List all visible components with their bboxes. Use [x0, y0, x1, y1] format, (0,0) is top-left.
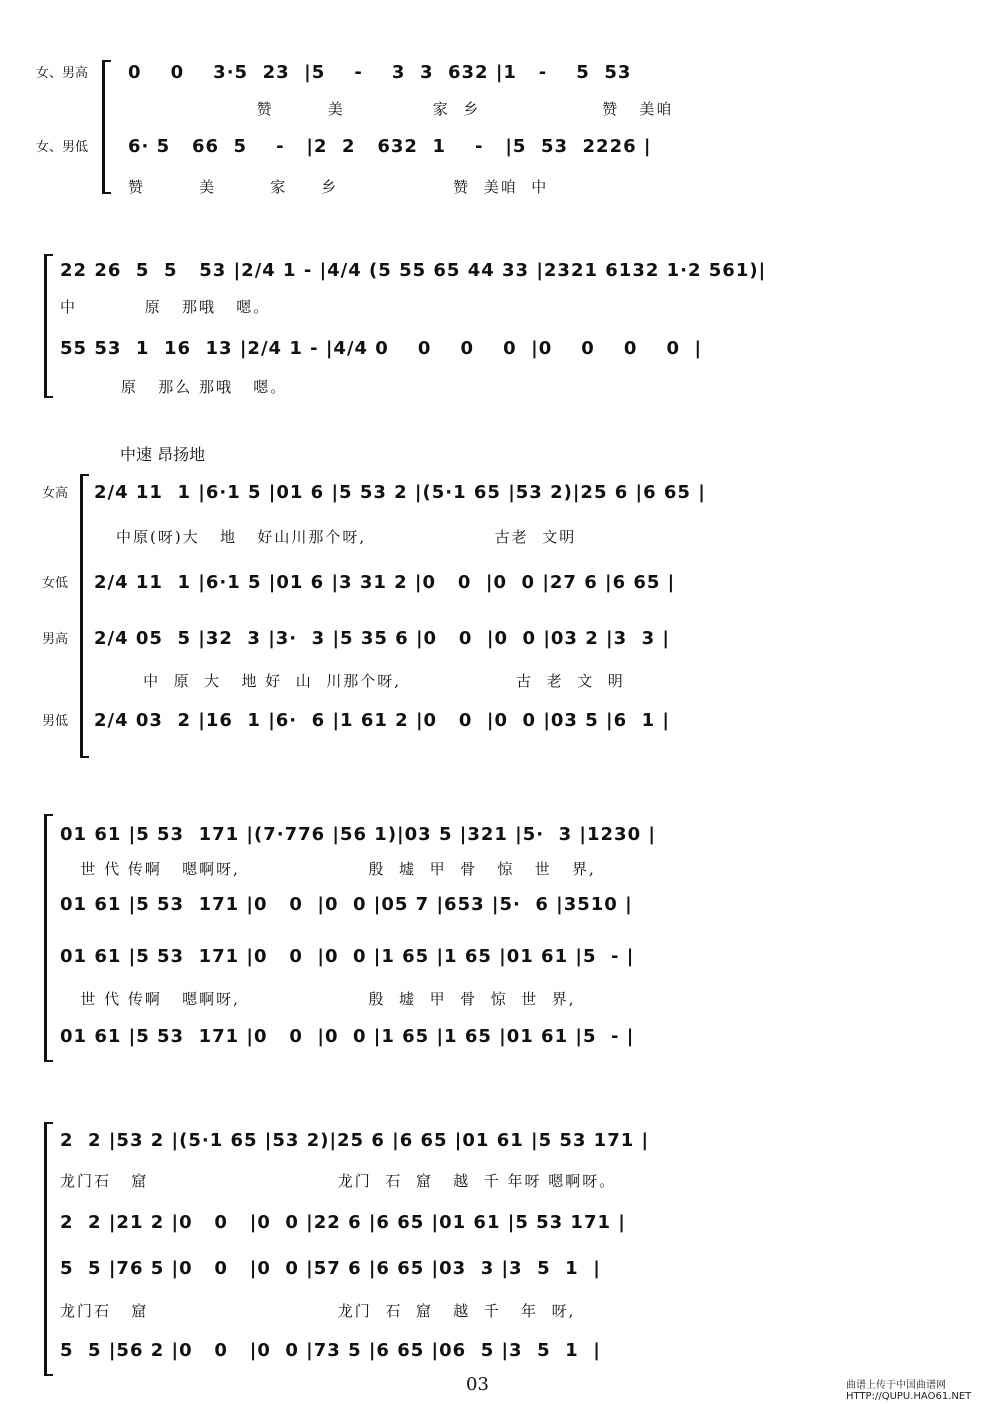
staff-notes: 01 61 |5 53 171 |0 0 |0 0 |05 7 |653 |5· 6 |3510 |: [60, 894, 633, 915]
watermark-line: 曲谱上传于中国曲谱网: [846, 1380, 946, 1391]
system-brace: [102, 60, 111, 194]
part-label: 女高: [42, 486, 69, 501]
system-brace: [44, 254, 53, 398]
staff-notes: 0 0 3·5 23 |5 - 3 3 632 |1 - 5 53: [128, 62, 632, 83]
staff-notes: 6· 5 66 5 - |2 2 632 1 - |5 53 2226 |: [128, 136, 652, 157]
staff-lyrics: 赞 美 家 乡 赞 美咱 中: [128, 178, 549, 196]
staff-lyrics: 龙门石 窟 龙门 石 窟 越 千 年呀 嗯啊呀。: [60, 1172, 617, 1190]
staff-notes: 2/4 05 5 |32 3 |3· 3 |5 35 6 |0 0 |0 0 |03 2 |3 3 |: [94, 628, 670, 649]
watermark-line: HTTP://QUPU.HAO61.NET: [846, 1391, 972, 1402]
watermark: [846, 1380, 971, 1402]
staff-notes: 2 2 |21 2 |0 0 |0 0 |22 6 |6 65 |01 61 |5 53 171 |: [60, 1212, 626, 1233]
page-number: 03: [466, 1374, 489, 1395]
staff-lyrics: 赞 美 家 乡 赞 美咱: [128, 100, 674, 118]
staff-lyrics: 龙门石 窟 龙门 石 窟 越 千 年 呀,: [60, 1302, 576, 1320]
part-label: 男低: [42, 714, 69, 729]
staff-notes: 55 53 1 16 13 |2/4 1 - |4/4 0 0 0 0 |0 0 0 0 |: [60, 338, 703, 359]
staff-lyrics: 原 那么 那哦 嗯。: [60, 378, 288, 396]
staff-notes: 2/4 11 1 |6·1 5 |01 6 |3 31 2 |0 0 |0 0 |27 6 |6 65 |: [94, 572, 676, 593]
part-label: 女低: [42, 576, 69, 591]
staff-notes: 5 5 |56 2 |0 0 |0 0 |73 5 |6 65 |06 5 |3 5 1 |: [60, 1340, 601, 1361]
part-label: 男高: [42, 632, 69, 647]
part-label: 女、男低: [36, 140, 89, 155]
staff-notes: 2/4 03 2 |16 1 |6· 6 |1 61 2 |0 0 |0 0 |03 5 |6 1 |: [94, 710, 670, 731]
system-brace: [44, 814, 53, 1062]
staff-lyrics: 世 代 传啊 嗯啊呀, 殷 墟 甲 骨 惊 世 界,: [60, 990, 576, 1008]
staff-notes: 01 61 |5 53 171 |0 0 |0 0 |1 65 |1 65 |01 61 |5 - |: [60, 946, 635, 967]
system-brace: [44, 1122, 53, 1376]
staff-lyrics: 世 代 传啊 嗯啊呀, 殷 墟 甲 骨 惊 世 界,: [60, 860, 596, 878]
tempo-marking: 中速 昂扬地: [120, 445, 206, 464]
staff-lyrics: 中原(呀)大 地 好山川那个呀, 古老 文明: [116, 528, 577, 546]
staff-lyrics: 中 原 大 地 好 山 川那个呀, 古 老 文 明: [116, 672, 625, 690]
staff-notes: 01 61 |5 53 171 |(7·776 |56 1)|03 5 |321 |5· 3 |1230 |: [60, 824, 656, 845]
staff-notes: 01 61 |5 53 171 |0 0 |0 0 |1 65 |1 65 |01 61 |5 - |: [60, 1026, 635, 1047]
staff-notes: 2 2 |53 2 |(5·1 65 |53 2)|25 6 |6 65 |01 61 |5 53 171 |: [60, 1130, 650, 1151]
staff-lyrics: 中 原 那哦 嗯。: [60, 298, 271, 316]
part-label: 女、男高: [36, 66, 89, 81]
staff-notes: 22 26 5 5 53 |2/4 1 - |4/4 (5 55 65 44 33 |2321 6132 1·2 561)|: [60, 260, 767, 281]
staff-notes: 5 5 |76 5 |0 0 |0 0 |57 6 |6 65 |03 3 |3 5 1 |: [60, 1258, 601, 1279]
system-brace: [80, 474, 89, 758]
staff-notes: 2/4 11 1 |6·1 5 |01 6 |5 53 2 |(5·1 65 |53 2)|25 6 |6 65 |: [94, 482, 706, 503]
